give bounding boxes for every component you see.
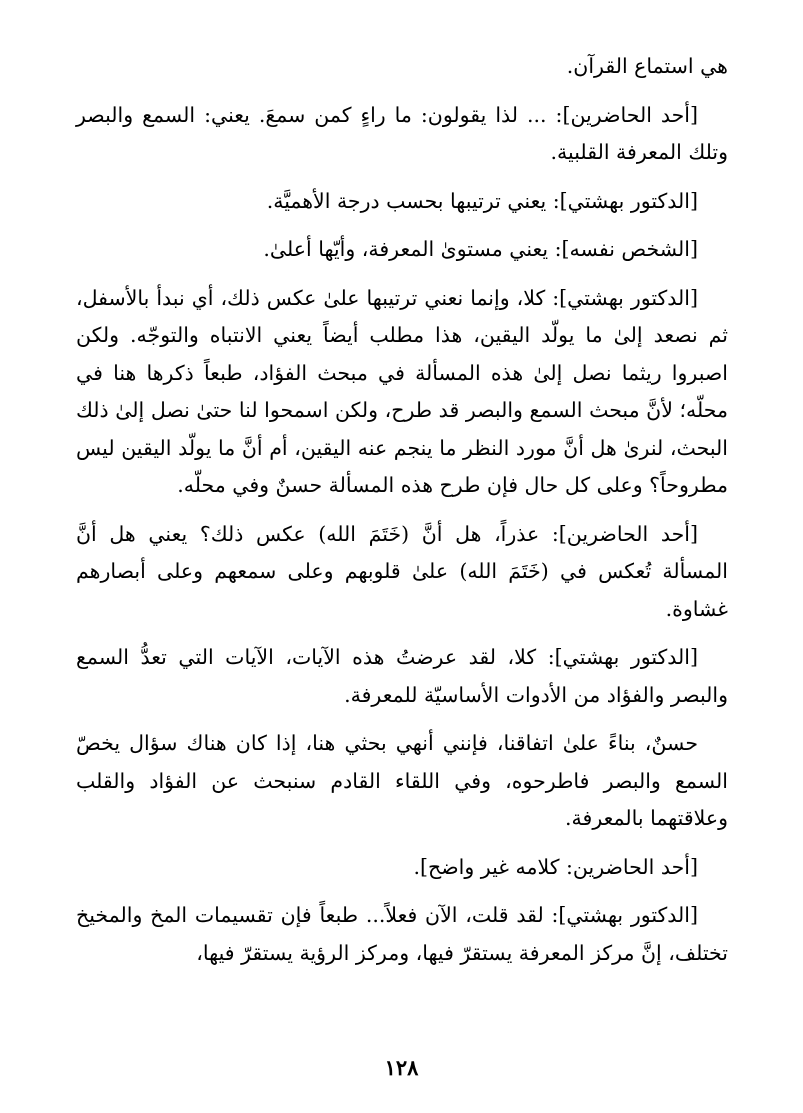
paragraph-10: [الدكتور بهشتي]: لقد قلت، الآن فعلاً... طبعاً فإن تقسيمات المخ والمخيخ تختلف، إنَّ مركز المعرفة يستقرّ فيها، ومركز الرؤية يستقرّ فيها، <box>76 903 728 965</box>
paragraph-4: [الشخص نفسه]: يعني مستوىٰ المعرفة، وأيّها أعلىٰ. <box>263 237 698 261</box>
paragraph-8: حسنٌ، بناءً علىٰ اتفاقنا، فإنني أنهي بحثي هنا، إذا كان هناك سؤال يخصّ السمع والبصر فاطرحوه، وفي اللقاء القادم سنبحث عن الفؤاد والقلب وعلاقتهما بالمعرفة. <box>76 731 728 830</box>
paragraph-5: [الدكتور بهشتي]: كلا، وإنما نعني ترتيبها علىٰ عكس ذلك، أي نبدأ بالأسفل، ثم نصعد إلىٰ ما يولّد اليقين، هذا مطلب أيضاً يعني الانتباه والتوجّه. ولكن اصبروا ريثما نصل إلىٰ هذه المسألة في مبحث الفؤاد، طبعاً ذكرها هنا في محلّه؛ لأنَّ مبحث السمع والبصر قد طرح، ولكن اسمحوا لنا حتىٰ نصل إلىٰ ذلك البحث، لنرىٰ هل أنَّ مورد النظر ما ينجم عنه اليقين، أم أنَّ ما يولّد اليقين ليس مطروحاً؟ وعلى كل حال فإن طرح هذه المسألة حسنٌ وفي محلّه. <box>76 285 728 497</box>
paragraph-1: هي استماع القرآن. <box>566 54 728 78</box>
paragraph-7: [الدكتور بهشتي]: كلا، لقد عرضتُ هذه الآيات، الآيات التي تعدُّ السمع والبصر والفؤاد من الأدوات الأساسيّة للمعرفة. <box>76 645 728 707</box>
paragraph-2: [أحد الحاضرين]: ... لذا يقولون: ما راءٍ كمن سمعَ. يعني: السمع والبصر وتلك المعرفة القلبية. <box>76 102 728 164</box>
paragraph-9: [أحد الحاضرين: كلامه غير واضح]. <box>413 854 698 879</box>
page-body <box>76 48 728 983</box>
paragraph-6: [أحد الحاضرين]: عذراً، هل أنَّ (خَتَمَ الله) عكس ذلك؟ يعني هل أنَّ المسألة تُعكس في (خَتَمَ الله) علىٰ قلوبهم وعلى سمعهم وعلى أبصارهم غشاوة. <box>76 521 728 621</box>
paragraph-3: [الدكتور بهشتي]: يعني ترتيبها بحسب درجة الأهميَّة. <box>266 188 698 213</box>
page-number: ١٢٨ <box>384 1055 419 1080</box>
